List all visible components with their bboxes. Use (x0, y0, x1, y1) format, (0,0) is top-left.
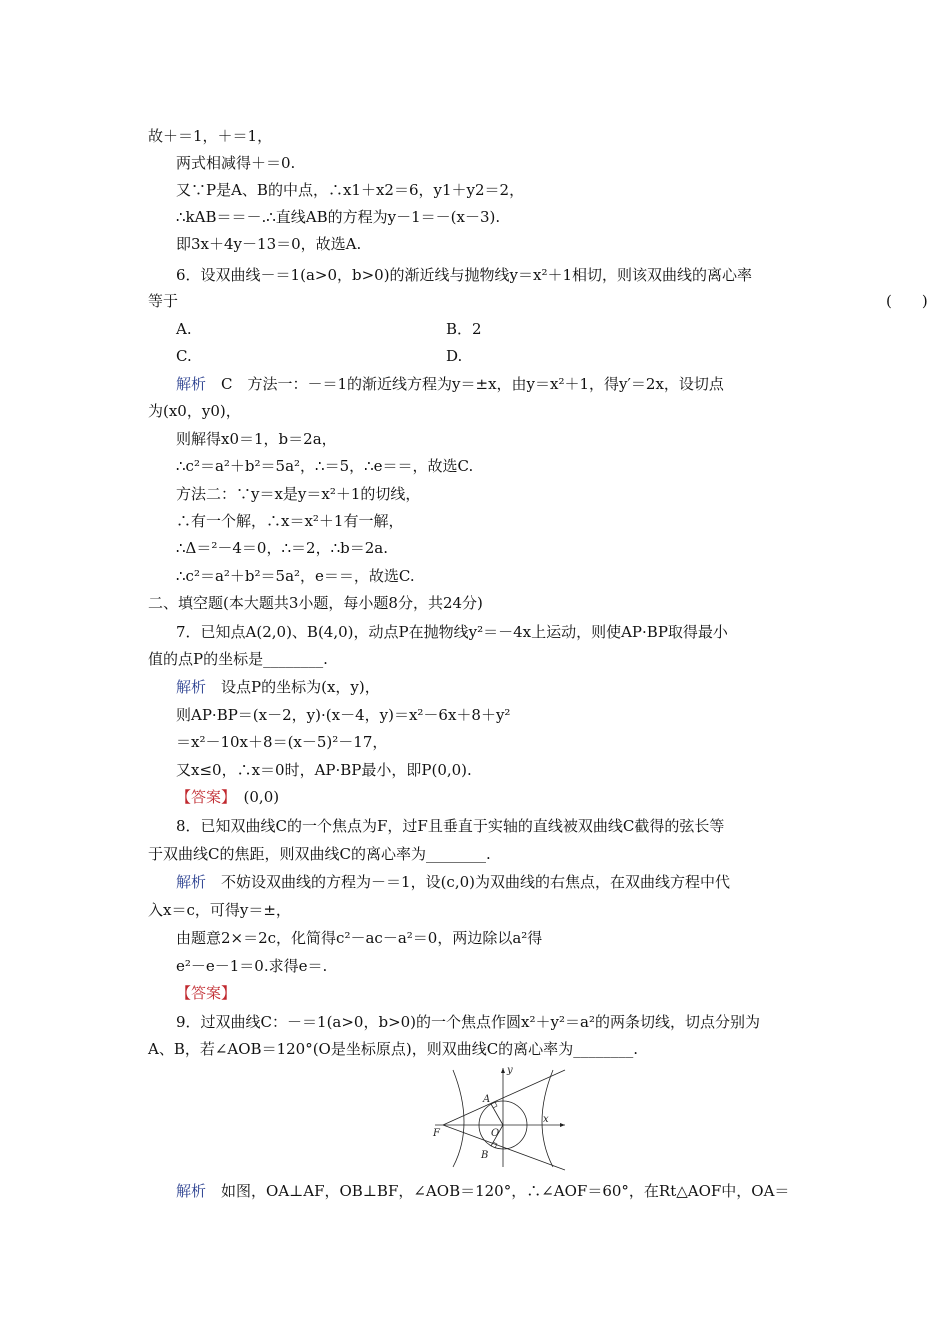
text-line: 入x＝c，可得y＝±， (148, 901, 291, 919)
text-line (176, 676, 808, 698)
option-b: B．2 (446, 320, 482, 338)
text-fragment: 如图，OA⊥AF，OB⊥BF，∠AOB＝120°，∴∠AOF＝60°，在Rt△AOF中，OA＝ (221, 1182, 790, 1200)
text-line: 则解得x0＝1，b＝2a， (176, 430, 337, 448)
text-line: ∴Δ＝²－4＝0，∴＝2，∴b＝2a. (176, 539, 388, 557)
text-line: ∴kAB＝＝－.∴直线AB的方程为y－1＝－(x－3). (176, 208, 501, 226)
radius-oa (491, 1104, 503, 1125)
answer-value: (0,0) (243, 788, 280, 806)
text-line (176, 1180, 808, 1202)
answer-label: 【答案】 (176, 788, 229, 806)
question-9-stem: 9．过双曲线C：－＝1(a>0，b>0)的一个焦点作圆x²＋y²＝a²的两条切线，切点分别为 (176, 1013, 760, 1031)
text-line (176, 982, 808, 1004)
text-line (176, 373, 808, 395)
text-line: 两式相减得＋＝0. (176, 154, 296, 172)
text-line: ∴c²＝a²＋b²＝5a²，e＝＝，故选C. (176, 567, 415, 585)
label-y: y (507, 1065, 513, 1076)
text-fragment: 不妨设双曲线的方程为－＝1，设(c,0)为双曲线的右焦点，在双曲线方程中代 (221, 873, 730, 891)
text-fragment: 设点P的坐标为(x，y)， (221, 678, 380, 696)
text-fragment: 等于 (148, 292, 179, 310)
jiexi-label: 解析 (176, 375, 207, 393)
label-f: F (433, 1128, 440, 1139)
option-c: C. (176, 347, 192, 365)
text-line: A、B，若∠AOB＝120°(O是坐标原点)，则双曲线C的离心率为________. (148, 1040, 638, 1058)
option-d: D. (446, 347, 463, 365)
answer-label: 【答案】 (176, 984, 237, 1002)
section-heading: 二、填空题(本大题共3小题，每小题8分，共24分) (148, 594, 483, 612)
label-a: A (483, 1094, 491, 1105)
text-line: 方法二：∵y＝x是y＝x²＋1的切线， (176, 485, 421, 503)
text-line: 由题意2×＝2c，化简得c²－ac－a²＝0，两边除以a²得 (176, 929, 543, 947)
text-line: 又x≤0，∴x＝0时，AP·BP最小，即P(0,0). (176, 761, 472, 779)
hyperbola-left-branch (453, 1070, 464, 1167)
text-line: 值的点P的坐标是________. (148, 650, 328, 668)
jiexi-label: 解析 (176, 1182, 207, 1200)
text-line (176, 871, 808, 893)
x-axis-arrow (560, 1123, 565, 1127)
text-line: 则AP·BP＝(x－2，y)·(x－4，y)＝x²－6x＋8＋y² (176, 706, 511, 724)
answer-blank-parens: ( ) (886, 292, 928, 310)
text-fragment: C 方法一：－＝1的渐近线方程为y＝±x，由y＝x²＋1，得y′＝2x，设切点 (221, 375, 724, 393)
text-line: 又∵P是A、B的中点，∴x1＋x2＝6，y1＋y2＝2， (176, 181, 525, 199)
text-line: 为(x0，y0)， (148, 402, 241, 420)
options-row (176, 345, 808, 367)
option-a: A. (176, 320, 192, 338)
text-line: ∴c²＝a²＋b²＝5a²，∴＝5，∴e＝＝，故选C. (176, 457, 474, 475)
text-line (148, 290, 928, 312)
text-line: e²－e－1＝0.求得e＝. (176, 957, 328, 975)
text-line: 故＋＝1，＋＝1， (148, 127, 273, 145)
y-axis-arrow (501, 1068, 505, 1073)
text-line: 即3x＋4y－13＝0，故选A. (176, 235, 362, 253)
jiexi-label: 解析 (176, 873, 207, 891)
question-8-stem: 8．已知双曲线C的一个焦点为F，过F且垂直于实轴的直线被双曲线C截得的弦长等 (176, 817, 725, 835)
text-line: ＝x²－10x＋8＝(x－5)²－17， (176, 733, 388, 751)
label-b: B (481, 1150, 489, 1161)
text-line: 于双曲线C的焦距，则双曲线C的离心率为________. (148, 845, 491, 863)
question-6-stem: 6．设双曲线－＝1(a>0，b>0)的渐近线与抛物线y＝x²＋1相切，则该双曲线的离心率 (176, 266, 753, 284)
label-o: O (491, 1128, 500, 1139)
options-row (176, 318, 808, 340)
text-line (176, 786, 808, 808)
text-line: ∴有一个解，∴x＝x²＋1有一解， (176, 512, 404, 530)
label-x: x (543, 1114, 549, 1125)
hyperbola-circle-figure (425, 1062, 575, 1172)
jiexi-label: 解析 (176, 678, 207, 696)
tangent-line-lower (443, 1125, 565, 1170)
question-7-stem: 7．已知点A(2,0)、B(4,0)，动点P在抛物线y²＝－4x上运动，则使AP·BP取得最小 (176, 623, 728, 641)
